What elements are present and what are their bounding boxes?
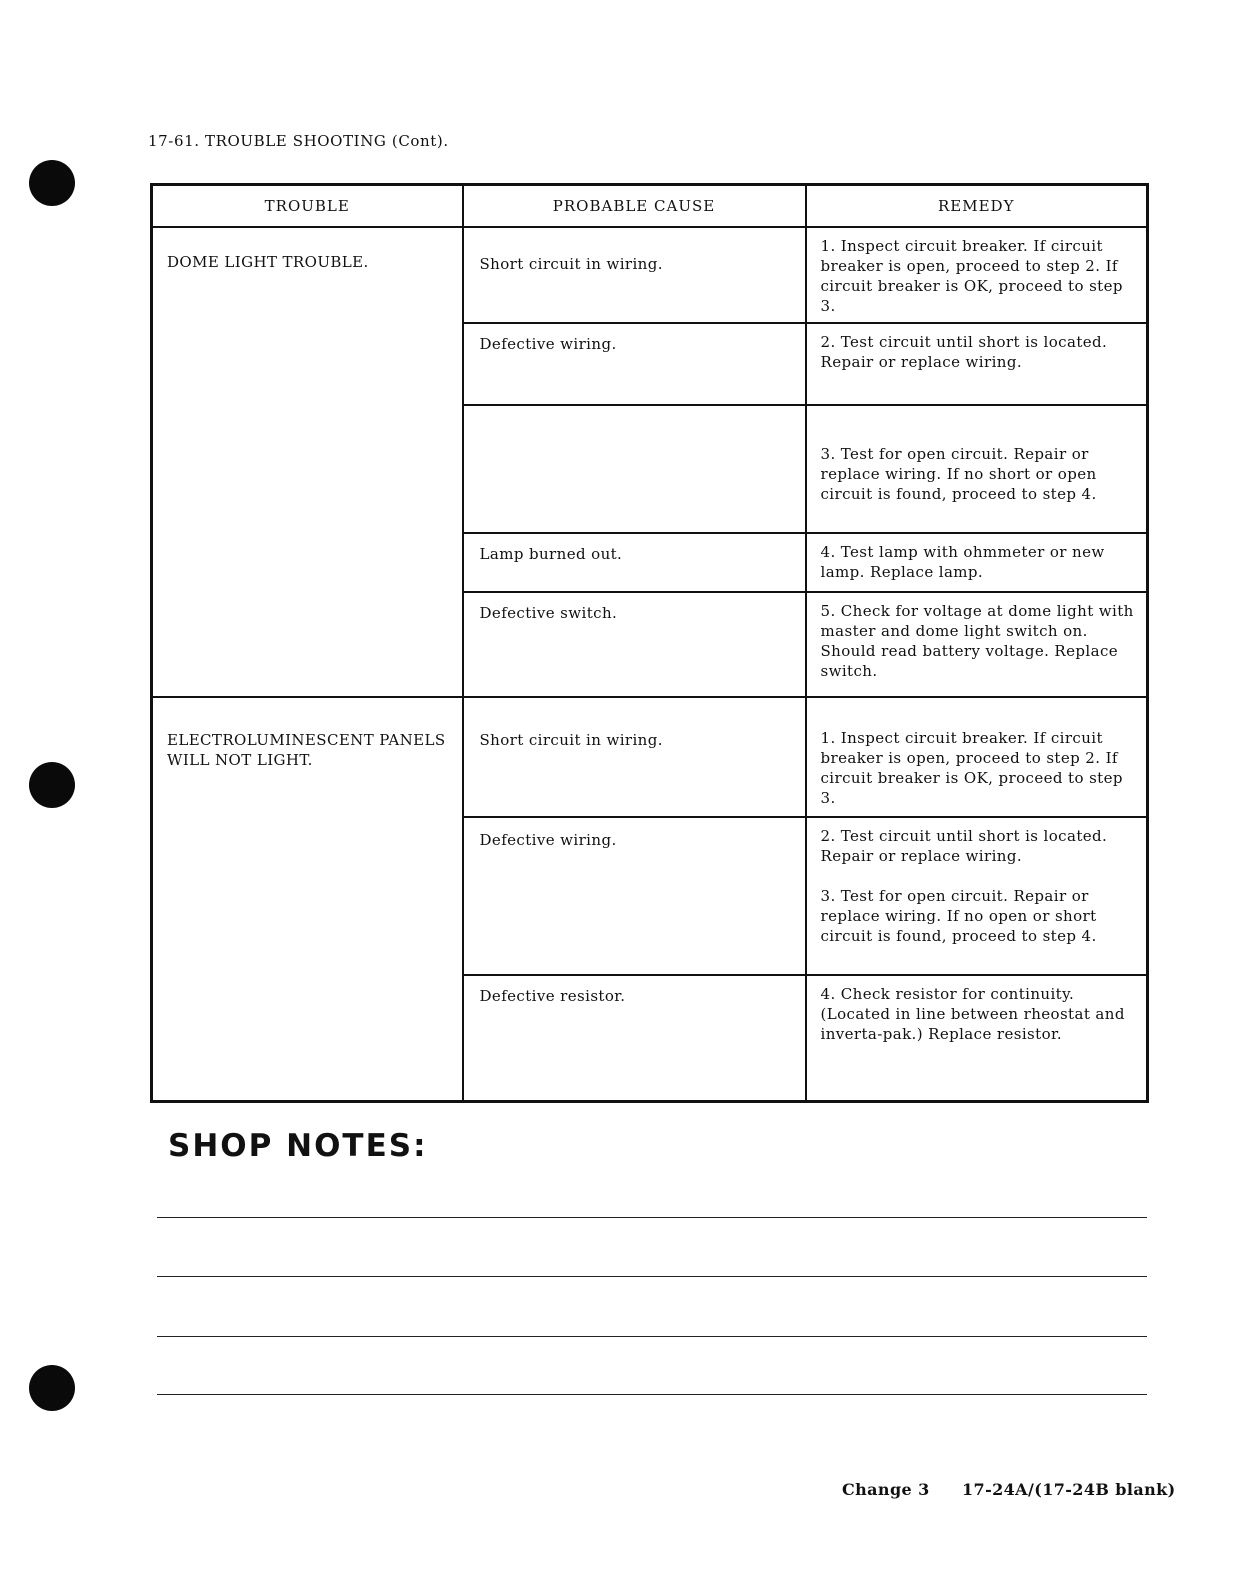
- footer-change-number: Change 3: [842, 1480, 930, 1499]
- binder-punch-hole: [29, 762, 75, 808]
- cause-cell: Short circuit in wiring.: [463, 697, 806, 817]
- table-row: [152, 227, 1148, 323]
- remedy-cell: 5. Check for voltage at dome light with master and dome light switch on. Should read battery voltage. Replace switch.: [806, 592, 1148, 697]
- cause-cell: Defective switch.: [463, 592, 806, 697]
- header-trouble: TROUBLE: [152, 185, 463, 228]
- shop-notes-title: SHOP NOTES:: [168, 1128, 428, 1164]
- note-line: [157, 1217, 1147, 1218]
- cause-cell: Short circuit in wiring.: [463, 227, 806, 323]
- remedy-cell: 4. Test lamp with ohmmeter or new lamp. Replace lamp.: [806, 533, 1148, 592]
- cause-cell: Lamp burned out.: [463, 533, 806, 592]
- cause-cell: Defective resistor.: [463, 975, 806, 1101]
- note-line: [157, 1394, 1147, 1395]
- cause-cell: [463, 405, 806, 533]
- remedy-cell: 1. Inspect circuit breaker. If circuit breaker is open, proceed to step 2. If circuit breaker is OK, proceed to step 3.: [806, 697, 1148, 817]
- remedy-spacer: [821, 866, 1139, 886]
- binder-punch-hole: [29, 1365, 75, 1411]
- remedy-cell: 1. Inspect circuit breaker. If circuit breaker is open, proceed to step 2. If circuit breaker is OK, proceed to step 3.: [806, 227, 1148, 323]
- header-remedy: REMEDY: [806, 185, 1148, 228]
- header-probable-cause: PROBABLE CAUSE: [463, 185, 806, 228]
- trouble-cell: DOME LIGHT TROUBLE.: [152, 227, 463, 697]
- trouble-cell: ELECTROLUMINESCENT PANELS WILL NOT LIGHT.: [152, 697, 463, 1101]
- note-line: [157, 1276, 1147, 1277]
- table-header-row: [152, 185, 1148, 228]
- note-line: [157, 1336, 1147, 1337]
- remedy-step: 2. Test circuit until short is located. Repair or replace wiring.: [820, 827, 1108, 865]
- cause-cell: Defective wiring.: [463, 323, 806, 405]
- table-row: [152, 697, 1148, 817]
- remedy-step: 3. Test for open circuit. Repair or replace wiring. If no open or short circuit is found, proceed to step 4.: [820, 887, 1097, 945]
- remedy-cell: 2. Test circuit until short is located. Repair or replace wiring.: [806, 323, 1148, 405]
- cause-cell: Defective wiring.: [463, 817, 806, 975]
- section-title: 17-61. TROUBLE SHOOTING (Cont).: [148, 132, 449, 150]
- binder-punch-hole: [29, 160, 75, 206]
- remedy-cell: 3. Test for open circuit. Repair or replace wiring. If no short or open circuit is found, proceed to step 4.: [806, 405, 1148, 533]
- remedy-cell: 4. Check resistor for continuity. (Located in line between rheostat and inverta-pak.) Replace resistor.: [806, 975, 1148, 1101]
- remedy-cell: [806, 817, 1148, 975]
- troubleshooting-table: [150, 183, 1149, 1103]
- footer-page-number: 17-24A/(17-24B blank): [962, 1480, 1176, 1499]
